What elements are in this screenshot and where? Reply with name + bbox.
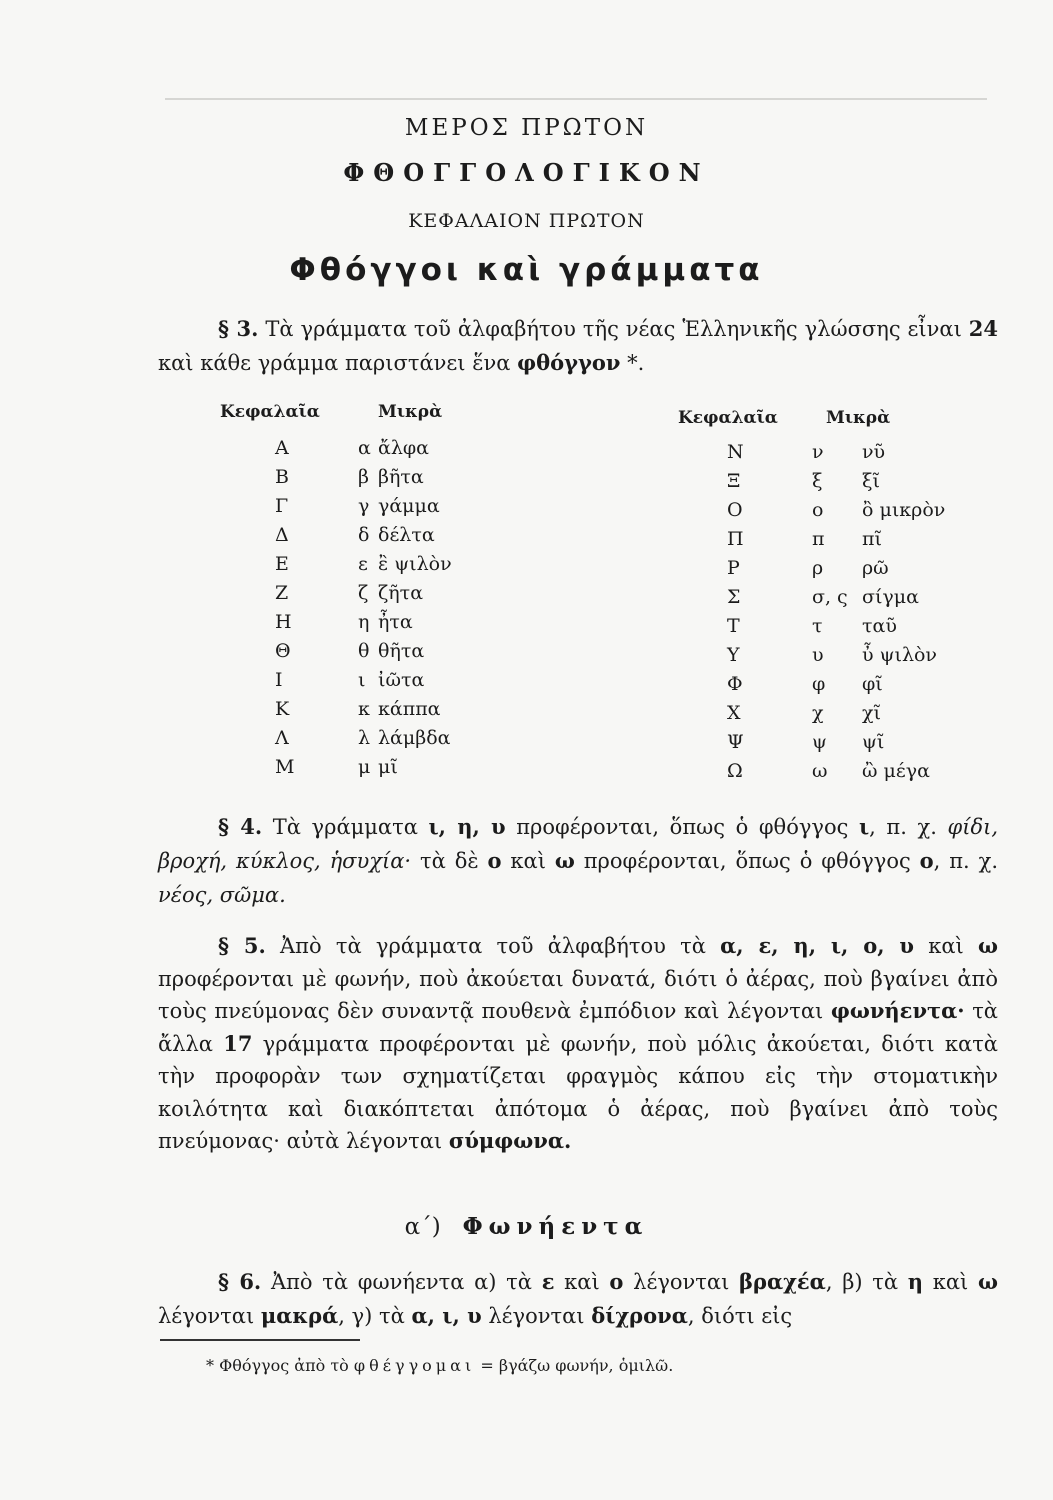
paragraph-text: Τὰ γράμματα <box>262 815 429 839</box>
small-letter: ε <box>358 553 368 575</box>
letter-name: ψῖ <box>862 731 885 753</box>
example-words: φίδι, βροχή, κύκλος, ἡσυχία· <box>158 815 998 873</box>
capital-letter: Ξ <box>727 470 741 492</box>
capital-letter: Υ <box>727 644 740 666</box>
bold-letters: ε <box>541 1269 555 1294</box>
small-letter: κ <box>358 698 370 720</box>
example-words: νέος, σῶμα. <box>158 883 286 907</box>
letter-name: ζῆτα <box>378 582 424 604</box>
bold-number: 17 <box>223 1030 253 1056</box>
letter-name: ἦτα <box>378 611 413 633</box>
letter-row <box>0 441 1053 470</box>
letter-name: δέλτα <box>378 524 435 546</box>
right-col-header-small: Μικρὰ <box>826 408 891 428</box>
footnote-marker: *. <box>620 351 645 375</box>
section-heading: ΦΘΟΓΓΟΛΟΓΙΚΟΝ <box>343 158 710 187</box>
bold-letters: ο <box>609 1269 624 1294</box>
capital-letter: Ρ <box>727 557 740 579</box>
letter-row <box>0 586 1053 615</box>
small-letter: δ <box>358 524 370 546</box>
capital-letter: Χ <box>727 702 741 724</box>
letter-row <box>0 615 1053 644</box>
letter-row <box>0 499 1053 528</box>
small-letter: ζ <box>358 582 369 604</box>
letter-row <box>0 702 1053 731</box>
bold-letters: ο <box>919 848 934 873</box>
footnote-text: = βγάζω φωνήν, ὁμιλῶ. <box>475 1356 674 1375</box>
bold-letters: α, ι, υ <box>411 1303 482 1328</box>
paragraph-text: τὰ δὲ <box>411 849 488 873</box>
bold-letters: α, ε, η, ι, ο, υ <box>720 933 914 958</box>
paragraph-text: προφέρονται, ὅπως ὁ φθόγγος <box>574 849 920 873</box>
bold-letters: ο <box>487 848 502 873</box>
paragraph-text: , γ) τὰ <box>338 1304 412 1328</box>
letter-count: 24 <box>968 316 998 341</box>
letter-row <box>0 644 1053 673</box>
paragraph-text: Ἀπὸ τὰ γράμματα τοῦ ἀλφαβήτου τὰ <box>265 934 721 958</box>
subsection-number: α΄) <box>404 1214 441 1240</box>
small-letter: ω <box>812 760 828 782</box>
key-term: φθόγγον <box>517 350 621 375</box>
paragraph-text: καὶ κάθε γράμμα παριστάνει ἕνα <box>158 351 518 375</box>
capital-letter: Ψ <box>727 731 744 753</box>
letter-row <box>0 673 1053 702</box>
paragraph-text: , β) τὰ <box>825 1270 908 1294</box>
letter-name: ταῦ <box>862 615 897 637</box>
capital-letter: Ν <box>727 441 744 463</box>
capital-letter: Α <box>275 437 289 459</box>
small-letter: α <box>358 437 371 459</box>
bold-letters: ι, η, υ <box>428 814 506 839</box>
capital-letter: Ω <box>727 760 743 782</box>
capital-letter: Ο <box>727 499 743 521</box>
footnote-marker: * <box>206 1356 214 1375</box>
alphabet-right-column <box>0 441 1053 789</box>
letter-name: ρῶ <box>862 557 889 579</box>
small-letter: β <box>358 466 369 488</box>
paragraph-3 <box>158 312 998 380</box>
letter-name: πῖ <box>862 528 882 550</box>
capital-letter: Λ <box>275 727 289 749</box>
paragraph-5 <box>158 930 998 1158</box>
capital-letter: Φ <box>727 673 743 695</box>
letter-name: ὢ μέγα <box>862 760 930 782</box>
letter-row <box>0 760 1053 789</box>
capital-letter: Κ <box>275 698 290 720</box>
letter-name: μῖ <box>378 756 398 778</box>
bold-letters: η <box>907 1269 924 1294</box>
key-term: δίχρονα <box>591 1303 688 1328</box>
right-col-header-capitals: Κεφαλαῖα <box>678 408 778 428</box>
small-letter: θ <box>358 640 370 662</box>
capital-letter: Μ <box>275 756 295 778</box>
capital-letter: Ζ <box>275 582 289 604</box>
letter-name: φῖ <box>862 673 883 695</box>
small-letter: ρ <box>812 557 824 579</box>
paragraph-text: γράμματα προφέρονται μὲ φωνήν, ποὺ μόλις ἀκούεται, διότι κατὰ τὴν προφορὰν των σχηματίζεται φραγμὸς κάπου εἰς τὴν στοματικὴν κοιλότητα καὶ διακόπτεται ἀπότομα ὁ ἀέρας, ποὺ βγαίνει ἀπὸ τοὺς πνεύμονας· αὐτὰ λέγονται <box>158 1031 998 1153</box>
letter-row <box>0 731 1053 760</box>
letter-name: ἒ ψιλὸν <box>378 553 452 575</box>
small-letter: η <box>358 611 370 633</box>
small-letter: λ <box>358 727 371 749</box>
letter-name: κάππα <box>378 698 441 720</box>
small-letter: χ <box>812 702 824 724</box>
capital-letter: Γ <box>275 495 289 517</box>
bold-letters: ω <box>554 848 575 873</box>
key-term: σύμφωνα. <box>448 1128 572 1153</box>
capital-letter: Η <box>275 611 292 633</box>
letter-name: θῆτα <box>378 640 425 662</box>
subsection-heading <box>0 1213 1053 1240</box>
paragraph-number: § 3. <box>218 316 259 341</box>
paragraph-text: καὶ <box>501 849 555 873</box>
capital-letter: Π <box>727 528 744 550</box>
small-letter: ξ <box>812 470 823 492</box>
bold-letters: ω <box>978 1269 998 1294</box>
part-heading: ΜΕΡΟΣ ΠΡΩΤΟΝ <box>404 115 649 141</box>
key-term: φωνήεντα· <box>830 998 965 1023</box>
capital-letter: Σ <box>727 586 741 608</box>
paragraph-text: Ἀπὸ τὰ φωνήεντα α) τὰ <box>261 1270 542 1294</box>
capital-letter: Δ <box>275 524 289 546</box>
paragraph-text: τὰ ἄλλα <box>158 999 998 1056</box>
small-letter: υ <box>812 644 824 666</box>
letter-name: σίγμα <box>862 586 919 608</box>
letter-name: νῦ <box>862 441 886 463</box>
small-letter: μ <box>358 756 371 778</box>
paragraph-text: προφέρονται μὲ φωνήν, ποὺ ἀκούεται δυνατά, διότι ὁ ἀέρας, ποὺ βγαίνει ἀπὸ τοὺς πνεύμονας δὲν συναντᾷ πουθενὰ ἐμπόδιον καὶ λέγονται <box>158 966 998 1023</box>
paragraph-number: § 6. <box>218 1269 262 1294</box>
paragraph-text: καὶ <box>913 934 978 958</box>
letter-name: χῖ <box>862 702 881 724</box>
small-letter: ψ <box>812 731 827 753</box>
footnote <box>206 1356 673 1375</box>
small-letter: ι <box>358 669 366 691</box>
subsection-title: Φωνήεντα <box>462 1213 649 1240</box>
paragraph-6 <box>158 1265 998 1333</box>
paragraph-text: καὶ <box>923 1270 978 1294</box>
letter-row <box>0 557 1053 586</box>
capital-letter: Θ <box>275 640 291 662</box>
left-col-header-capitals: Κεφαλαῖα <box>220 402 320 422</box>
chapter-heading: ΚΕΦΑΛΑΙΟΝ ΠΡΩΤΟΝ <box>408 210 645 232</box>
small-letter: ο <box>812 499 824 521</box>
bold-letters: ω <box>978 933 998 958</box>
small-letter: τ <box>812 615 823 637</box>
paragraph-text: καὶ <box>554 1270 610 1294</box>
paragraph-text: , π. χ. <box>869 815 948 839</box>
capital-letter: Ι <box>275 669 283 691</box>
paragraph-text: λέγονται <box>623 1270 740 1294</box>
paragraph-number: § 5. <box>218 933 266 958</box>
footnote-rule <box>160 1339 360 1341</box>
capital-letter: Β <box>275 466 289 488</box>
letter-name: ἄλφα <box>378 437 430 459</box>
paragraph-text: λέγονται <box>481 1304 592 1328</box>
left-col-header-small: Μικρὰ <box>378 402 443 422</box>
top-rule <box>165 98 987 100</box>
letter-name: ὖ ψιλὸν <box>862 644 937 666</box>
letter-name: λάμβδα <box>378 727 451 749</box>
paragraph-number: § 4. <box>218 814 263 839</box>
paragraph-text: , διότι εἰς <box>687 1304 793 1328</box>
small-letter: φ <box>812 673 826 695</box>
small-letter: γ <box>358 495 370 517</box>
paragraph-text: λέγονται <box>158 1304 261 1328</box>
letter-name: ὂ μικρὸν <box>862 499 946 521</box>
letter-row <box>0 470 1053 499</box>
small-letter: σ, ς <box>812 586 848 608</box>
letter-name: γάμμα <box>378 495 440 517</box>
letter-name: βῆτα <box>378 466 424 488</box>
letter-row <box>0 528 1053 557</box>
paragraph-text: Τὰ γράμματα τοῦ ἀλφαβήτου τῆς νέας Ἑλληνικῆς γλώσσης εἶναι <box>258 317 969 341</box>
key-term: μακρά <box>260 1303 339 1328</box>
key-term: βραχέα <box>739 1269 826 1294</box>
paragraph-4 <box>158 810 998 912</box>
small-letter: ν <box>812 441 824 463</box>
paragraph-text: , π. χ. <box>933 849 998 873</box>
capital-letter: Τ <box>727 615 740 637</box>
footnote-text: Φθόγγος ἀπὸ τὸ <box>214 1356 354 1375</box>
footnote-spaced-word: φθέγγομαι <box>353 1356 476 1375</box>
paragraph-text: προφέρονται, ὅπως ὁ φθόγγος <box>505 815 859 839</box>
small-letter: π <box>812 528 825 550</box>
letter-name: ἰῶτα <box>378 669 425 691</box>
capital-letter: Ε <box>275 553 289 575</box>
bold-letters: ι <box>858 814 870 839</box>
chapter-title: Φθόγγοι καὶ γράμματα <box>289 252 764 288</box>
letter-name: ξῖ <box>862 470 880 492</box>
